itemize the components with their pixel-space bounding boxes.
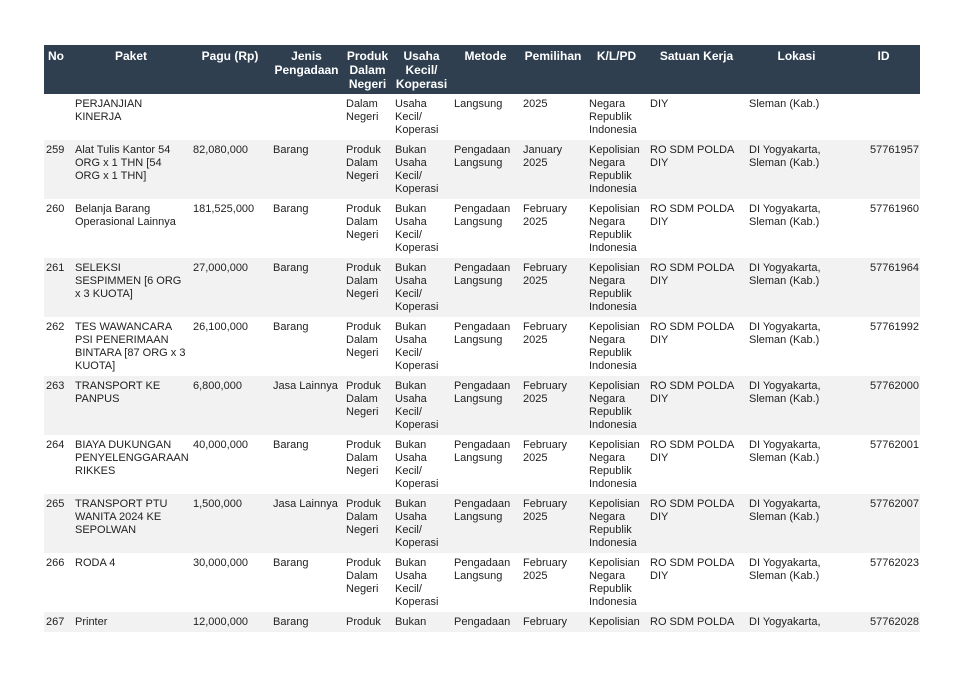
cell-jenis: Barang	[270, 258, 343, 317]
cell-usaha: Usaha Kecil/ Koperasi	[392, 94, 451, 140]
cell-metode: Langsung	[451, 94, 520, 140]
cell-pagu: 82,080,000	[190, 140, 270, 199]
header-produk: Produk Dalam Negeri	[343, 45, 392, 94]
cell-pagu: 30,000,000	[190, 553, 270, 612]
cell-usaha: Bukan Usaha Kecil/ Koperasi	[392, 376, 451, 435]
cell-usaha: Bukan	[392, 612, 451, 632]
cell-lokasi: DI Yogyakarta, Sleman (Kab.)	[746, 435, 847, 494]
cell-paket: TRANSPORT PTU WANITA 2024 KE SEPOLWAN	[72, 494, 190, 553]
cell-metode: Pengadaan Langsung	[451, 376, 520, 435]
cell-produk: Produk Dalam Negeri	[343, 376, 392, 435]
header-lokasi: Lokasi	[746, 45, 847, 94]
cell-klpd: Kepolisian Negara Republik Indonesia	[586, 258, 647, 317]
header-usaha: Usaha Kecil/ Koperasi	[392, 45, 451, 94]
cell-produk: Produk	[343, 612, 392, 632]
cell-paket: Alat Tulis Kantor 54 ORG x 1 THN [54 ORG x 1 THN]	[72, 140, 190, 199]
cell-id: 57761964	[847, 258, 920, 317]
cell-metode: Pengadaan Langsung	[451, 317, 520, 376]
cell-lokasi: DI Yogyakarta, Sleman (Kab.)	[746, 553, 847, 612]
cell-usaha: Bukan Usaha Kecil/ Koperasi	[392, 317, 451, 376]
cell-metode: Pengadaan Langsung	[451, 494, 520, 553]
cell-lokasi: DI Yogyakarta, Sleman (Kab.)	[746, 258, 847, 317]
table-row	[44, 199, 920, 258]
cell-no: 260	[44, 199, 72, 258]
cell-satker: RO SDM POLDA DIY	[647, 553, 746, 612]
cell-pemilihan: February 2025	[520, 199, 586, 258]
cell-pagu: 40,000,000	[190, 435, 270, 494]
cell-jenis: Barang	[270, 140, 343, 199]
cell-klpd: Negara Republik Indonesia	[586, 94, 647, 140]
header-no: No	[44, 45, 72, 94]
table-row	[44, 612, 920, 632]
cell-produk: Produk Dalam Negeri	[343, 494, 392, 553]
header-paket: Paket	[72, 45, 190, 94]
table-header	[44, 45, 920, 94]
cell-id: 57762023	[847, 553, 920, 612]
cell-satker: RO SDM POLDA DIY	[647, 494, 746, 553]
cell-klpd: Kepolisian Negara Republik Indonesia	[586, 140, 647, 199]
cell-pemilihan: 2025	[520, 94, 586, 140]
table-row	[44, 317, 920, 376]
cell-usaha: Bukan Usaha Kecil/ Koperasi	[392, 199, 451, 258]
cell-id: 57762000	[847, 376, 920, 435]
cell-paket: PERJANJIAN KINERJA	[72, 94, 190, 140]
cell-klpd: Kepolisian	[586, 612, 647, 632]
header-pemilihan: Pemilihan	[520, 45, 586, 94]
cell-metode: Pengadaan Langsung	[451, 435, 520, 494]
cell-pemilihan: February 2025	[520, 317, 586, 376]
table-row	[44, 258, 920, 317]
procurement-table-container	[44, 45, 920, 632]
cell-pagu: 6,800,000	[190, 376, 270, 435]
cell-klpd: Kepolisian Negara Republik Indonesia	[586, 199, 647, 258]
cell-satker: RO SDM POLDA DIY	[647, 376, 746, 435]
header-satker: Satuan Kerja	[647, 45, 746, 94]
procurement-table	[44, 45, 920, 632]
table-row	[44, 435, 920, 494]
cell-produk: Produk Dalam Negeri	[343, 258, 392, 317]
cell-klpd: Kepolisian Negara Republik Indonesia	[586, 553, 647, 612]
cell-klpd: Kepolisian Negara Republik Indonesia	[586, 376, 647, 435]
cell-no: 259	[44, 140, 72, 199]
cell-pagu: 27,000,000	[190, 258, 270, 317]
cell-jenis: Jasa Lainnya	[270, 376, 343, 435]
cell-paket: RODA 4	[72, 553, 190, 612]
cell-usaha: Bukan Usaha Kecil/ Koperasi	[392, 258, 451, 317]
cell-pemilihan: February 2025	[520, 258, 586, 317]
cell-produk: Produk Dalam Negeri	[343, 140, 392, 199]
cell-id: 57762028	[847, 612, 920, 632]
cell-jenis	[270, 94, 343, 140]
header-pagu: Pagu (Rp)	[190, 45, 270, 94]
cell-metode: Pengadaan Langsung	[451, 199, 520, 258]
cell-klpd: Kepolisian Negara Republik Indonesia	[586, 435, 647, 494]
cell-lokasi: DI Yogyakarta,	[746, 612, 847, 632]
cell-id: 57761992	[847, 317, 920, 376]
header-jenis: Jenis Pengadaan	[270, 45, 343, 94]
cell-satker: RO SDM POLDA	[647, 612, 746, 632]
cell-pagu	[190, 94, 270, 140]
table-row	[44, 94, 920, 140]
cell-paket: TES WAWANCARA PSI PENERIMAAN BINTARA [87 ORG x 3 KUOTA]	[72, 317, 190, 376]
cell-id: 57762007	[847, 494, 920, 553]
cell-paket: Printer	[72, 612, 190, 632]
cell-id: 57761957	[847, 140, 920, 199]
cell-no: 267	[44, 612, 72, 632]
cell-no	[44, 94, 72, 140]
cell-id	[847, 94, 920, 140]
cell-pagu: 26,100,000	[190, 317, 270, 376]
cell-lokasi: DI Yogyakarta, Sleman (Kab.)	[746, 494, 847, 553]
cell-paket: Belanja Barang Operasional Lainnya	[72, 199, 190, 258]
cell-lokasi: DI Yogyakarta, Sleman (Kab.)	[746, 140, 847, 199]
cell-jenis: Barang	[270, 317, 343, 376]
cell-pemilihan: February 2025	[520, 376, 586, 435]
cell-satker: RO SDM POLDA DIY	[647, 435, 746, 494]
cell-produk: Produk Dalam Negeri	[343, 317, 392, 376]
cell-metode: Pengadaan Langsung	[451, 258, 520, 317]
header-id: ID	[847, 45, 920, 94]
cell-jenis: Barang	[270, 553, 343, 612]
cell-produk: Produk Dalam Negeri	[343, 553, 392, 612]
cell-pemilihan: February	[520, 612, 586, 632]
cell-no: 262	[44, 317, 72, 376]
cell-pemilihan: January 2025	[520, 140, 586, 199]
cell-satker: RO SDM POLDA DIY	[647, 258, 746, 317]
cell-klpd: Kepolisian Negara Republik Indonesia	[586, 317, 647, 376]
cell-pagu: 12,000,000	[190, 612, 270, 632]
cell-pemilihan: February 2025	[520, 435, 586, 494]
cell-metode: Pengadaan	[451, 612, 520, 632]
cell-usaha: Bukan Usaha Kecil/ Koperasi	[392, 140, 451, 199]
cell-lokasi: Sleman (Kab.)	[746, 94, 847, 140]
cell-metode: Pengadaan Langsung	[451, 553, 520, 612]
table-row	[44, 140, 920, 199]
cell-no: 261	[44, 258, 72, 317]
cell-jenis: Jasa Lainnya	[270, 494, 343, 553]
table-row	[44, 376, 920, 435]
cell-pemilihan: February 2025	[520, 553, 586, 612]
table-row	[44, 553, 920, 612]
cell-usaha: Bukan Usaha Kecil/ Koperasi	[392, 553, 451, 612]
table-body	[44, 94, 920, 632]
cell-paket: SELEKSI SESPIMMEN [6 ORG x 3 KUOTA]	[72, 258, 190, 317]
header-metode: Metode	[451, 45, 520, 94]
cell-jenis: Barang	[270, 199, 343, 258]
table-row	[44, 494, 920, 553]
cell-satker: RO SDM POLDA DIY	[647, 199, 746, 258]
cell-id: 57762001	[847, 435, 920, 494]
cell-produk: Produk Dalam Negeri	[343, 199, 392, 258]
cell-produk: Dalam Negeri	[343, 94, 392, 140]
cell-produk: Produk Dalam Negeri	[343, 435, 392, 494]
cell-no: 265	[44, 494, 72, 553]
cell-satker: DIY	[647, 94, 746, 140]
cell-usaha: Bukan Usaha Kecil/ Koperasi	[392, 494, 451, 553]
cell-no: 266	[44, 553, 72, 612]
cell-lokasi: DI Yogyakarta, Sleman (Kab.)	[746, 376, 847, 435]
cell-pagu: 181,525,000	[190, 199, 270, 258]
cell-no: 264	[44, 435, 72, 494]
cell-pemilihan: February 2025	[520, 494, 586, 553]
cell-lokasi: DI Yogyakarta, Sleman (Kab.)	[746, 199, 847, 258]
cell-jenis: Barang	[270, 435, 343, 494]
header-row	[44, 45, 920, 94]
header-klpd: K/L/PD	[586, 45, 647, 94]
cell-metode: Pengadaan Langsung	[451, 140, 520, 199]
cell-jenis: Barang	[270, 612, 343, 632]
cell-satker: RO SDM POLDA DIY	[647, 140, 746, 199]
cell-paket: BIAYA DUKUNGAN PENYELENGGARAAN RIKKES	[72, 435, 190, 494]
cell-satker: RO SDM POLDA DIY	[647, 317, 746, 376]
cell-no: 263	[44, 376, 72, 435]
cell-id: 57761960	[847, 199, 920, 258]
cell-lokasi: DI Yogyakarta, Sleman (Kab.)	[746, 317, 847, 376]
cell-pagu: 1,500,000	[190, 494, 270, 553]
cell-klpd: Kepolisian Negara Republik Indonesia	[586, 494, 647, 553]
cell-paket: TRANSPORT KE PANPUS	[72, 376, 190, 435]
cell-usaha: Bukan Usaha Kecil/ Koperasi	[392, 435, 451, 494]
